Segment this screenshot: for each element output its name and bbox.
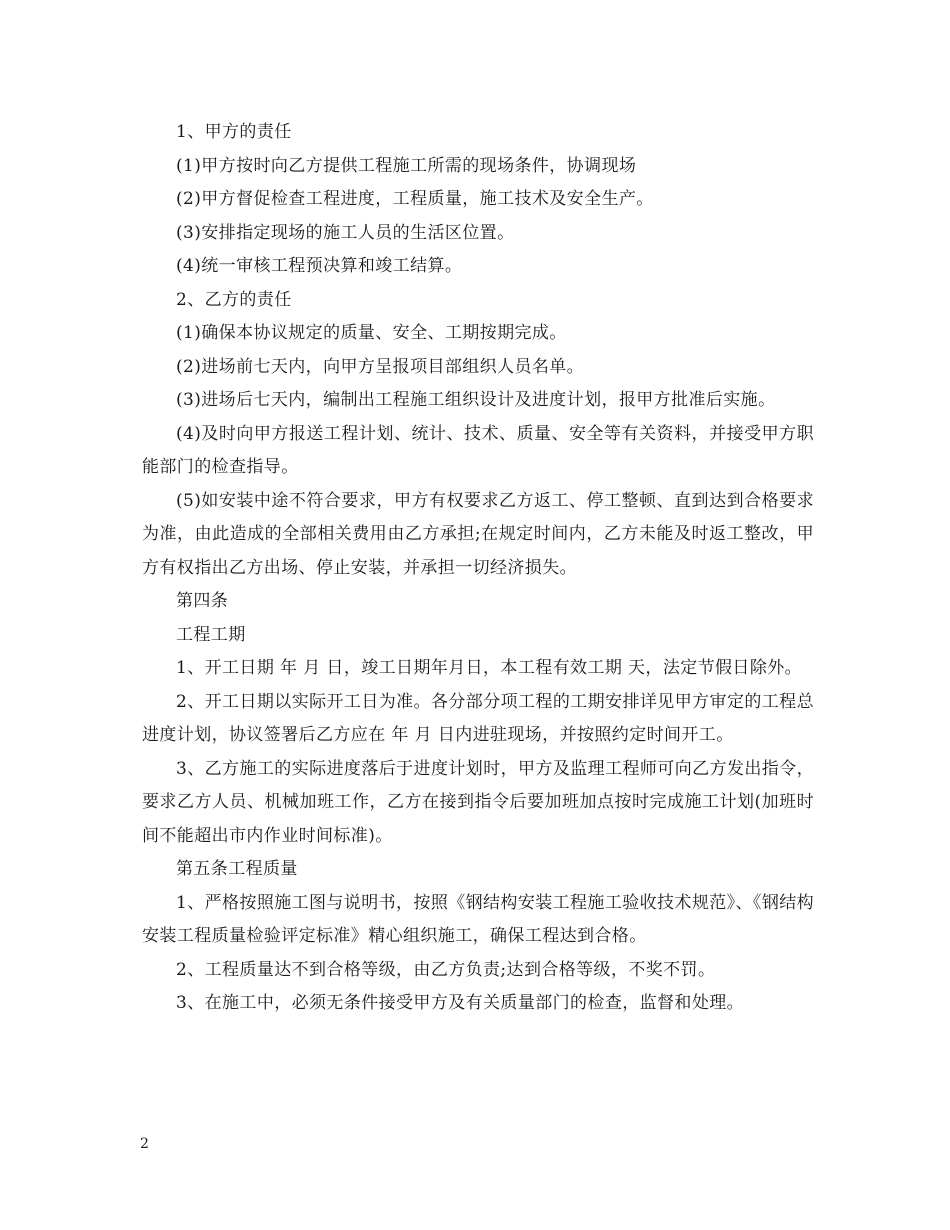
document-body — [142, 116, 814, 1021]
paragraph: 1、开工日期 年 月 日，竣工日期年月日，本工程有效工期 天，法定节假日除外。 — [176, 658, 803, 678]
paragraph: (1)甲方按时向乙方提供工程施工所需的现场条件，协调现场 — [176, 155, 637, 176]
paragraph: (3)进场后七天内，编制出工程施工组织设计及进度计划，报甲方批准后实施。 — [176, 390, 776, 410]
paragraph: (4)及时向甲方报送工程计划、统计、技术、质量、安全等有关资料，并接受甲方职能部门的检查指导。 — [142, 423, 814, 477]
paragraph: (4)统一审核工程预决算和竣工结算。 — [176, 256, 463, 276]
paragraph: (1)确保本协议规定的质量、安全、工期按期完成。 — [176, 323, 567, 343]
paragraph: 1、甲方的责任 — [176, 122, 292, 142]
paragraph: 1、严格按照施工图与说明书，按照《钢结构安装工程施工验收技术规范》、《钢结构安装工程质量检验评定标准》精心组织施工，确保工程达到合格。 — [142, 892, 815, 946]
paragraph: 3、在施工中，必须无条件接受甲方及有关质量部门的检查，监督和处理。 — [176, 993, 745, 1013]
paragraph: (5)如安装中途不符合要求，甲方有权要求乙方返工、停工整顿、直到达到合格要求为准，由此造成的全部相关费用由乙方承担;在规定时间内，乙方未能及时返工整改，甲方有权指出乙方出场、停止安装，并承担一切经济损失。 — [142, 490, 814, 578]
paragraph: (2)甲方督促检查工程进度，工程质量，施工技术及安全生产。 — [176, 189, 654, 209]
paragraph: 2、乙方的责任 — [176, 289, 292, 310]
paragraph: (2)进场前七天内，向甲方呈报项目部组织人员名单。 — [176, 356, 585, 377]
paragraph: 第四条 — [176, 591, 229, 611]
page-number: 2 — [140, 1136, 149, 1152]
paragraph: 第五条工程质量 — [176, 859, 298, 879]
paragraph: (3)安排指定现场的施工人员的生活区位置。 — [176, 222, 515, 243]
paragraph: 2、开工日期以实际开工日为准。各分部分项工程的工期安排详见甲方审定的工程总进度计划，协议签署后乙方应在 年 月 日内进驻现场，并按照约定时间开工。 — [142, 691, 814, 745]
paragraph: 3、乙方施工的实际进度落后于进度计划时，甲方及监理工程师可向乙方发出指令，要求乙方人员、机械加班工作，乙方在接到指令后要加班加点按时完成施工计划(加班时间不能超出市内作业时间标准)。 — [142, 758, 814, 846]
paragraph: 2、工程质量达不到合格等级，由乙方负责;达到合格等级，不奖不罚。 — [176, 959, 716, 980]
paragraph: 工程工期 — [176, 624, 246, 645]
